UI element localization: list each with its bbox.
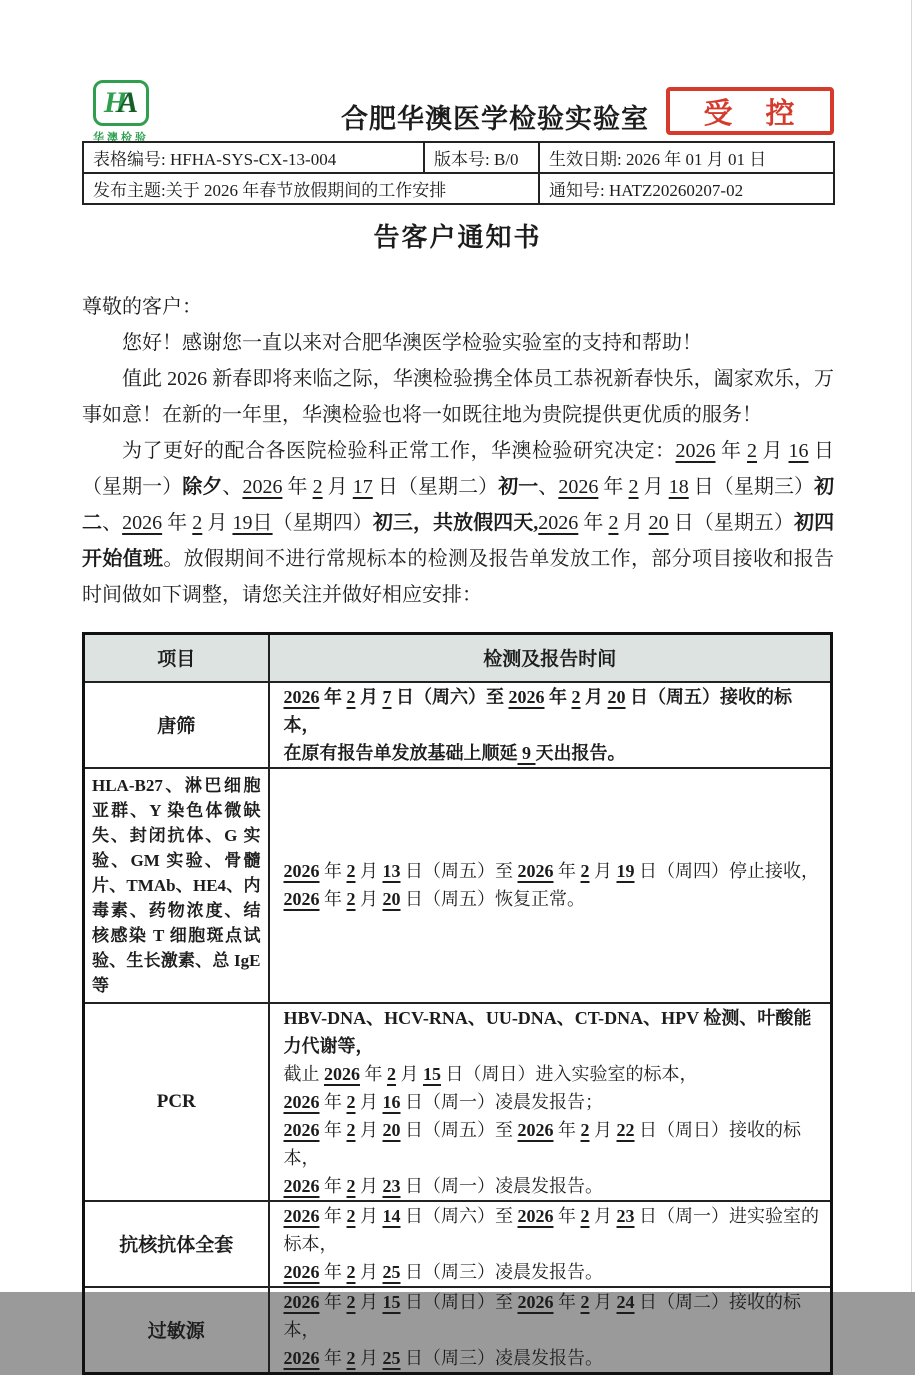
- scan-artifact-line: [911, 0, 912, 1292]
- company-logo: [86, 80, 156, 145]
- notice-body: [82, 289, 834, 613]
- report-time-cell: 2026 年 2 月 7 日（周六）至 2026 年 2 月 20 日（周五）接收的标本， 在原有报告单发放基础上顺延 9 天出报告。: [269, 682, 832, 768]
- project-cell: 抗核抗体全套: [84, 1201, 269, 1287]
- effective-date-cell: [539, 142, 834, 173]
- meta-row-1: [83, 142, 834, 173]
- table-row: [84, 1287, 832, 1374]
- form-number-cell: [83, 142, 424, 173]
- subject-cell: [83, 173, 539, 204]
- controlled-document-stamp: 受 控: [666, 87, 834, 135]
- subject-label: 发布主题:: [93, 181, 166, 200]
- project-cell: 过敏源: [84, 1287, 269, 1374]
- version-label: 版本号:: [434, 150, 494, 169]
- project-cell: PCR: [84, 1003, 269, 1201]
- organization-title: 合肥华澳医学检验实验室: [341, 104, 649, 134]
- report-time-cell: HBV-DNA、HCV-RNA、UU-DNA、CT-DNA、HPV 检测、叶酸能力代谢等， 截止 2026 年 2 月 15 日（周日）进入实验室的标本， 2026 年 2 月 16 日（周一）凌晨发报告； 2026 年 2 月 20 日（周五）至 2026 年 2 月 22 日（周日）接收的标本， 2026 年 2 月 23 日（周一）凌晨发报告。: [269, 1003, 832, 1201]
- document-meta-table: [82, 141, 835, 205]
- meta-row-2: [83, 173, 834, 204]
- schedule-header-row: [84, 634, 832, 682]
- report-time-cell: 2026 年 2 月 13 日（周五）至 2026 年 2 月 19 日（周四）停止接收， 2026 年 2 月 20 日（周五）恢复正常。: [269, 768, 832, 1003]
- salutation: 尊敬的客户：: [82, 296, 202, 318]
- form-number-label: 表格编号:: [93, 150, 170, 169]
- version-value: B/0: [493, 150, 519, 169]
- notice-number-label: 通知号:: [549, 181, 609, 200]
- table-row: [84, 1201, 832, 1287]
- paragraph-thanks: 您好！感谢您一直以来对合肥华澳医学检验实验室的支持和帮助！: [122, 332, 702, 354]
- table-row: [84, 682, 832, 768]
- table-row: [84, 768, 832, 1003]
- logo-caption: 华澳检验: [93, 132, 149, 144]
- column-header-report-time: 检测及报告时间: [269, 634, 832, 682]
- project-cell: 唐筛: [84, 682, 269, 768]
- version-cell: [424, 142, 539, 173]
- paragraph-holiday-schedule: 为了更好的配合各医院检验科正常工作，华澳检验研究决定：2026 年 2 月 16 日（星期一）除夕、2026 年 2 月 17 日（星期二）初一、2026 年 2 月 18 日（星期三）初二、2026 年 2 月 19日（星期四）初三，共放假四天,2026 年 2 月 20 日（星期五）初四开始值班。放假期间不进行常规标本的检测及报告单发放工作，部分项目接收和报告时间做如下调整，请您关注并做好相应安排：: [82, 440, 835, 606]
- notice-number-value: HATZ20260207-02: [608, 181, 744, 200]
- notice-number-cell: [539, 173, 834, 204]
- column-header-project: 项目: [84, 634, 269, 682]
- schedule-table: [82, 632, 833, 1375]
- table-row: [84, 1003, 832, 1201]
- notice-title: 告客户通知书: [373, 223, 542, 252]
- report-time-cell: 2026 年 2 月 15 日（周日）至 2026 年 2 月 24 日（周二）接收的标本， 2026 年 2 月 25 日（周三）凌晨发报告。: [269, 1287, 832, 1374]
- effective-date-label: 生效日期:: [549, 150, 626, 169]
- paragraph-greeting: 值此 2026 新春即将来临之际，华澳检验携全体员工恭祝新春快乐，阖家欢乐，万事如意！在新的一年里，华澳检验也将一如既往地为贵院提供更优质的服务！: [82, 368, 834, 426]
- project-cell: HLA-B27、淋巴细胞亚群、Y 染色体微缺失、封闭抗体、G 实验、GM 实验、骨髓片、TMAb、HE4、内毒素、药物浓度、结核感染 T 细胞斑点试验、生长激素、总 IgE 等: [84, 768, 269, 1003]
- report-time-cell: 2026 年 2 月 14 日（周六）至 2026 年 2 月 23 日（周一）进实验室的标本， 2026 年 2 月 25 日（周三）凌晨发报告。: [269, 1201, 832, 1287]
- subject-value: 关于 2026 年春节放假期间的工作安排: [165, 181, 447, 200]
- company-logo-icon: [93, 80, 149, 126]
- form-number-value: HFHA-SYS-CX-13-004: [169, 150, 337, 169]
- effective-date-value: 2026 年 01 月 01 日: [625, 150, 767, 169]
- logo-monogram: HA: [103, 86, 130, 119]
